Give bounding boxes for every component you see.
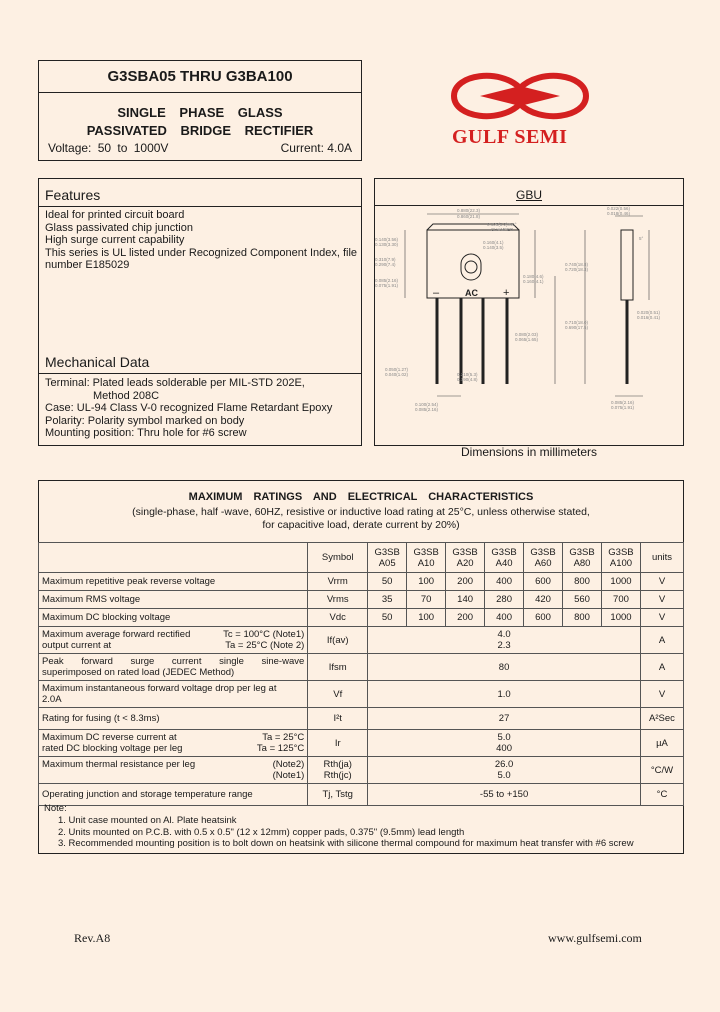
param-cell: Operating junction and storage temperature range: [39, 784, 308, 806]
feature-item: This series is UL listed under Recognized Component Index, file: [45, 246, 358, 259]
dim-label: 0.880(22.3): [457, 208, 481, 213]
value-cell: 200: [446, 573, 485, 591]
value-cell: 200: [446, 609, 485, 627]
symbol-cell: Ir: [308, 730, 368, 757]
param-cell: Maximum average forward rectified Tc = 100°C (Note1) output current at Ta = 25°C (Note 2): [39, 627, 308, 654]
dim-label: 0.190(4.8): [457, 377, 478, 382]
dim-label: 0.125(3.2)x45°: [487, 222, 517, 227]
value-cell: 100: [407, 573, 446, 591]
dim-label: 0.040(1.02): [385, 372, 409, 377]
symbol-header: Symbol: [308, 543, 368, 573]
dim-label: 0.740(18.8): [565, 262, 589, 267]
gulf-semi-logo: [440, 66, 600, 148]
unit-cell: A²Sec: [640, 708, 683, 730]
symbol-cell: Vrrm: [308, 573, 368, 591]
dim-label: 0.075(1.91): [375, 283, 399, 288]
dim-label: 0.065(1.65): [515, 337, 539, 342]
dim-label: 0.085(2.16): [375, 278, 399, 283]
value-cell: 280: [485, 591, 524, 609]
unit-cell: A: [640, 654, 683, 681]
note-item: 2. Units mounted on P.C.B. with 0.5 x 0.5" (12 x 12mm) copper pads, 0.375" (9.5mm) lead length: [58, 826, 465, 838]
table-row: [39, 757, 684, 784]
value-cell: 1000: [602, 573, 641, 591]
pin-plus-label: +: [503, 287, 510, 299]
part-range-title: G3SBA05 THRU G3BA100: [107, 68, 293, 85]
dim-label: 0.100(2.54): [415, 402, 439, 407]
dim-label: 0.160(4.1): [523, 279, 544, 284]
dim-label: 0.290(7.4): [375, 262, 396, 267]
features-box: [38, 178, 362, 446]
unit-cell: V: [640, 609, 683, 627]
ratings-condition-2: for capacitive load, derate current by 20%): [262, 519, 460, 531]
dim-label: 0.710(18.0): [565, 320, 589, 325]
dim-label: 0.075(1.91): [611, 405, 635, 410]
revision-label: Rev.A8: [74, 931, 111, 945]
value-cell: 50: [368, 609, 407, 627]
dim-label: 5°: [639, 236, 644, 241]
feature-item: High surge current capability: [45, 234, 185, 247]
pin-ac-label: AC: [465, 288, 478, 298]
current-spec: Current: 4.0A: [280, 141, 352, 155]
dim-label: 0.085(2.16): [611, 400, 635, 405]
param-cell: Maximum repetitive peak reverse voltage: [39, 573, 308, 591]
mechanical-list: [45, 377, 361, 440]
unit-cell: V: [640, 681, 683, 708]
symbol-cell: Vdc: [308, 609, 368, 627]
dim-label: 0.080(2.03): [515, 332, 539, 337]
features-list: [45, 209, 361, 272]
value-cell: 26.0 5.0: [368, 757, 641, 784]
symbol-cell: Vrms: [308, 591, 368, 609]
table-row: [39, 573, 684, 591]
gbu-outline-drawing: [375, 206, 683, 446]
side-view-body: [621, 230, 633, 300]
table-row: [39, 627, 684, 654]
features-title: Features: [45, 187, 101, 203]
voltage-spec: Voltage: 50 to 1000V: [48, 141, 169, 155]
mechanical-item: Method 208C: [93, 389, 160, 402]
value-cell: 1.0: [368, 681, 641, 708]
value-cell: 27: [368, 708, 641, 730]
param-header-cell: [39, 543, 308, 573]
value-cell: -55 to +150: [368, 784, 641, 806]
value-cell: 5.0 400: [368, 730, 641, 757]
part-header: G3SB A60: [524, 543, 563, 573]
mechanical-item: Terminal: Plated leads solderable per MIL-STD 202E,: [45, 377, 305, 389]
dim-label: 0.860(21.8): [457, 214, 481, 219]
dim-label: 0.018(0.46): [607, 211, 631, 216]
logo-mark-icon: [440, 66, 600, 128]
value-cell: 600: [524, 573, 563, 591]
part-header: G3SB A20: [446, 543, 485, 573]
subtitle-line1: SINGLE PHASE GLASS: [117, 105, 283, 120]
mechanical-item: Case: UL-94 Class V-0 recognized Flame Retardant Epoxy: [45, 402, 333, 415]
param-cell: Maximum thermal resistance per leg (Note2) (Note1): [39, 757, 308, 784]
dimensions-caption: Dimensions in millimeters: [460, 445, 598, 459]
unit-cell: V: [640, 591, 683, 609]
symbol-cell: I²t: [308, 708, 368, 730]
value-cell: 100: [407, 609, 446, 627]
pin-minus-label: –: [433, 287, 440, 299]
unit-cell: °C: [640, 784, 683, 806]
dim-label: 0.160(4.1): [483, 240, 504, 245]
note-item: 1. Unit case mounted on Al. Plate heatsink: [58, 814, 237, 826]
value-cell: 400: [485, 573, 524, 591]
package-box: [374, 178, 684, 459]
value-cell: 600: [524, 609, 563, 627]
mechanical-item: Mounting position: Thru hole for #6 screw: [45, 427, 247, 440]
symbol-cell: Vf: [308, 681, 368, 708]
dim-label: 0.016(0.41): [637, 315, 661, 320]
param-cell: Peak forward surge current single sine-wave superimposed on rated load (JEDEC Method): [39, 654, 308, 681]
part-header: G3SB A10: [407, 543, 446, 573]
value-cell: 400: [485, 609, 524, 627]
logo-text: GULF SEMI: [452, 126, 568, 148]
mounting-hole: [461, 254, 481, 280]
feature-item: number E185029: [45, 259, 130, 272]
value-cell: 800: [563, 609, 602, 627]
mechanical-divider: [39, 373, 361, 374]
table-row: [39, 609, 684, 627]
part-header: G3SB A40: [485, 543, 524, 573]
dim-label: 0.085(2.16): [415, 407, 439, 412]
mechanical-title: Mechanical Data: [45, 354, 150, 370]
dim-label: 0.022(0.56): [607, 206, 631, 211]
dim-label: 0.140(3.5): [483, 245, 504, 250]
table-header-row: [39, 543, 684, 573]
param-cell: Rating for fusing (t < 8.3ms): [39, 708, 308, 730]
feature-item: Glass passivated chip junction: [45, 221, 193, 234]
table-row: [39, 654, 684, 681]
value-cell: 1000: [602, 609, 641, 627]
ratings-condition-1: (single-phase, half -wave, 60HZ, resistive or inductive load rating at 25°C, unless otherwise stated,: [132, 506, 590, 518]
param-cell: Maximum RMS voltage: [39, 591, 308, 609]
param-cell: Maximum DC reverse current at Ta = 25°C rated DC blocking voltage per leg Ta = 125°C: [39, 730, 308, 757]
dim-label: 0.690(17.5): [565, 325, 589, 330]
features-divider: [39, 206, 361, 207]
param-cell: Maximum instantaneous forward voltage drop per leg at 2.0A: [39, 681, 308, 708]
note-item: 3. Recommended mounting position is to bolt down on heatsink with silicone thermal compound for maximum heat transfer with #6 screw: [58, 838, 634, 850]
unit-cell: °C/W: [640, 757, 683, 784]
header-box: [38, 60, 362, 161]
part-header: G3SB A100: [602, 543, 641, 573]
dim-label: 0.050(1.27): [385, 367, 409, 372]
table-row: [39, 591, 684, 609]
table-row: [39, 681, 684, 708]
value-cell: 420: [524, 591, 563, 609]
feature-item: Ideal for printed circuit board: [45, 209, 185, 221]
notes-section: [44, 803, 680, 850]
value-cell: 560: [563, 591, 602, 609]
unit-cell: µA: [640, 730, 683, 757]
dim-label: 0.720(18.3): [565, 267, 589, 272]
value-cell: 140: [446, 591, 485, 609]
ratings-table: [38, 542, 684, 806]
value-cell: 4.0 2.3: [368, 627, 641, 654]
unit-cell: V: [640, 573, 683, 591]
value-cell: 50: [368, 573, 407, 591]
value-cell: 80: [368, 654, 641, 681]
subtitle-line2: PASSIVATED BRIDGE RECTIFIER: [86, 123, 314, 138]
part-header: G3SB A80: [563, 543, 602, 573]
table-row: [39, 730, 684, 757]
mechanical-item: Polarity: Polarity symbol marked on body: [45, 414, 245, 427]
param-cell: Maximum DC blocking voltage: [39, 609, 308, 627]
unit-cell: A: [640, 627, 683, 654]
units-header: units: [640, 543, 683, 573]
value-cell: 700: [602, 591, 641, 609]
header-divider: [39, 92, 361, 93]
dim-label: 0.020(0.51): [637, 310, 661, 315]
notes-title: Note:: [44, 803, 67, 814]
table-row: [39, 708, 684, 730]
value-cell: 35: [368, 591, 407, 609]
package-title: GBU: [515, 188, 542, 202]
symbol-cell: Tj, Tstg: [308, 784, 368, 806]
symbol-cell: Ifsm: [308, 654, 368, 681]
symbol-cell: If(av): [308, 627, 368, 654]
value-cell: 800: [563, 573, 602, 591]
value-cell: 70: [407, 591, 446, 609]
website-link[interactable]: www.gulfsemi.com: [548, 931, 642, 945]
dim-label: 0.310(7.9): [375, 257, 396, 262]
dim-label: CHAMFER: [491, 227, 514, 232]
dim-label: 0.210(5.3): [457, 372, 478, 377]
dim-label: 0.140(3.56): [375, 237, 399, 242]
ratings-title: MAXIMUM RATINGS AND ELECTRICAL CHARACTERISTICS: [188, 491, 534, 503]
dim-label: 0.180(4.6): [523, 274, 544, 279]
symbol-cell: Rth(ja) Rth(jc): [308, 757, 368, 784]
part-header: G3SB A05: [368, 543, 407, 573]
dim-label: 0.130(3.30): [375, 242, 399, 247]
